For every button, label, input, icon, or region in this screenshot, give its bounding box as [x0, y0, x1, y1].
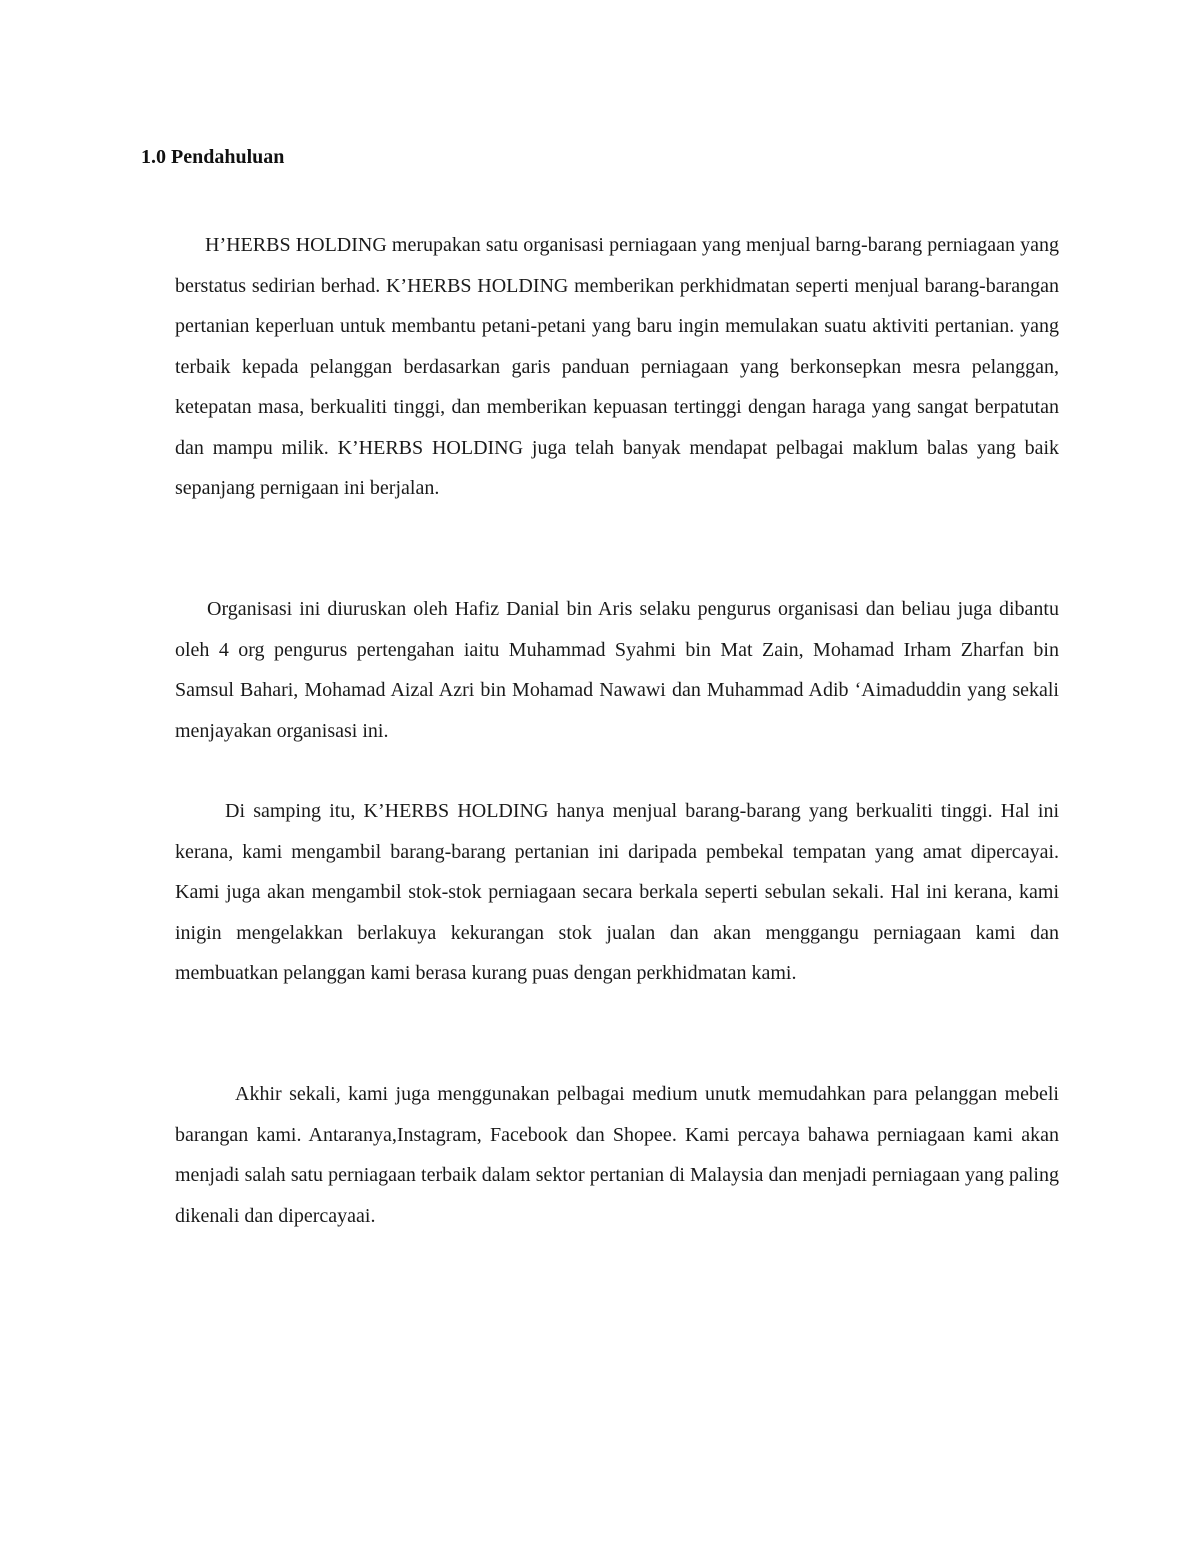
paragraph-introduction: H’HERBS HOLDING merupakan satu organisasi perniagaan yang menjual barng-barang perniagaan yang berstatus sedirian berhad. K’HERBS HOLDING memberikan perkhidmatan seperti menjual barang-barangan pertanian keperluan untuk membantu petani-petani yang baru ingin memulakan suatu aktiviti pertanian. yang terbaik kepada pelanggan berdasarkan garis panduan perniagaan yang berkonsepkan mesra pelanggan, ketepatan masa, berkualiti tinggi, dan memberikan kepuasan tertinggi dengan haraga yang sangat berpatutan dan mampu milik. K’HERBS HOLDING juga telah banyak mendapat pelbagai maklum balas yang baik sepanjang pernigaan ini berjalan. [175, 234, 1059, 499]
paragraph-management: Organisasi ini diuruskan oleh Hafiz Danial bin Aris selaku pengurus organisasi dan beliau juga dibantu oleh 4 org pengurus pertengahan iaitu Muhammad Syahmi bin Mat Zain, Mohamad Irham Zharfan bin Samsul Bahari, Mohamad Aizal Azri bin Mohamad Nawawi dan Muhammad Adib ‘Aimaduddin yang sekali menjayakan organisasi ini. [175, 598, 1059, 742]
section-heading: 1.0 Pendahuluan [141, 146, 285, 168]
paragraph-quality: Di samping itu, K’HERBS HOLDING hanya menjual barang-barang yang berkualiti tinggi. Hal ini kerana, kami mengambil barang-barang pertanian ini daripada pembekal tempatan yang amat dipercayai. Kami juga akan mengambil stok-stok perniagaan secara berkala seperti sebulan sekali. Hal ini kerana, kami inigin mengelakkan berlakuya kekurangan stok jualan dan akan menggangu perniagaan kami dan membuatkan pelanggan kami berasa kurang puas dengan perkhidmatan kami. [175, 800, 1059, 984]
paragraph-conclusion: Akhir sekali, kami juga menggunakan pelbagai medium unutk memudahkan para pelanggan mebeli barangan kami. Antaranya,Instagram, Facebook dan Shopee. Kami percaya bahawa perniagaan kami akan menjadi salah satu perniagaan terbaik dalam sektor pertanian di Malaysia dan menjadi perniagaan yang paling dikenali dan dipercayaai. [175, 1083, 1059, 1227]
